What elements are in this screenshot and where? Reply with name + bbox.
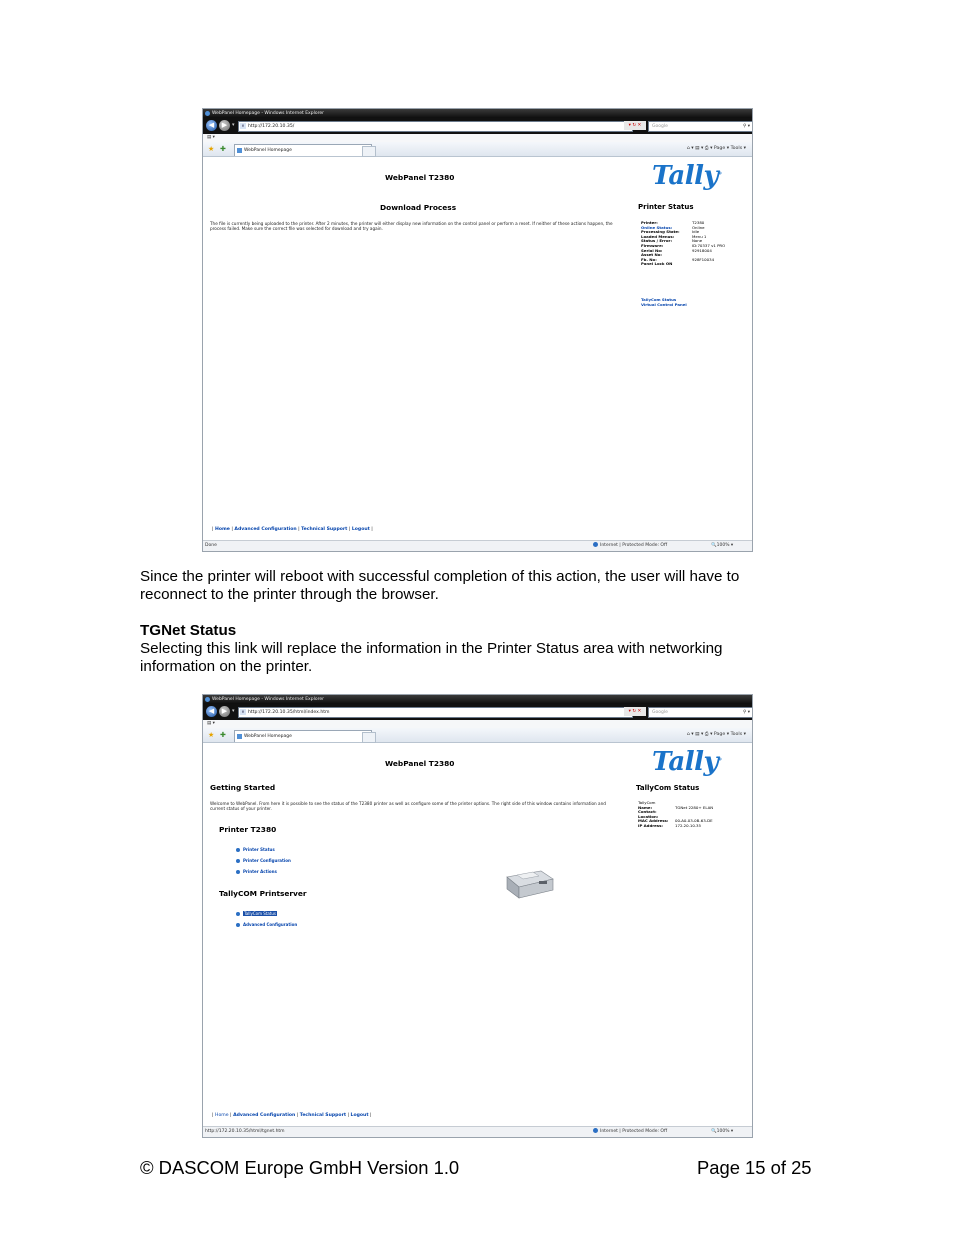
forward-arrow-icon[interactable]: ▶ bbox=[219, 706, 230, 717]
tab-label: WebPanel Homepage bbox=[244, 148, 292, 153]
getting-started-heading: Getting Started bbox=[210, 783, 276, 792]
page-icon: e bbox=[241, 709, 245, 714]
menu-row bbox=[203, 134, 752, 142]
status-row: TallyCom bbox=[638, 800, 656, 805]
panel-title: WebPanel T2380 bbox=[385, 173, 455, 182]
add-favorites-icon[interactable]: ✚ bbox=[220, 731, 226, 739]
command-bar[interactable]: ⌂ ▾ ▤ ▾ ⎙ ▾ Page ▾ Tools ▾ bbox=[686, 732, 746, 737]
bullet-icon bbox=[236, 859, 240, 863]
printer-links bbox=[236, 845, 291, 877]
zoom-level[interactable]: 🔍100% ▾ bbox=[711, 543, 734, 548]
browser-screenshot-index bbox=[202, 694, 753, 1138]
download-message: The file is currently being uploaded to the printer. After 2 minutes, the printer will either display new information on the control panel or perform a reset. If neither of these actions happen, the process failed. Make sure the correct file was selected for download and try again. bbox=[210, 221, 613, 232]
favorites-star-icon[interactable]: ★ bbox=[208, 731, 215, 739]
search-input[interactable] bbox=[648, 121, 753, 132]
status-row: Status / Error: None bbox=[641, 238, 703, 244]
page-content bbox=[205, 743, 750, 1126]
technical-support-link[interactable]: Technical Support bbox=[299, 1113, 347, 1118]
tab-page-icon bbox=[237, 734, 242, 739]
printer-status-table bbox=[641, 221, 725, 267]
tools-label[interactable]: Page ▾ Tools ▾ bbox=[713, 732, 746, 737]
home-link[interactable]: Home bbox=[215, 527, 230, 532]
status-row: Panel Lock ON bbox=[641, 261, 673, 267]
printer-actions-link[interactable]: Printer Actions bbox=[236, 867, 291, 878]
tallycom-status-title: TallyCom Status bbox=[636, 784, 700, 792]
status-row: MAC Address: 00-A0-03-0B-63-DE bbox=[638, 818, 713, 824]
paragraph-reboot: Since the printer will reboot with successful completion of this action, the user will have to reconnect to the printer through the browser. bbox=[140, 568, 740, 603]
status-text: http://172.20.10.35/html/tgnet.htm bbox=[205, 1129, 285, 1134]
status-row: IP Address: 172.20.10.35 bbox=[638, 822, 701, 828]
status-row: Contact: bbox=[638, 809, 657, 815]
printer-heading: Printer T2380 bbox=[219, 825, 277, 834]
tally-logo: Tally® bbox=[652, 161, 722, 191]
printer-configuration-link[interactable]: Printer Configuration bbox=[236, 856, 291, 867]
section-title: Download Process bbox=[380, 203, 457, 212]
page-content bbox=[205, 157, 750, 540]
browser-screenshot-download bbox=[202, 108, 753, 552]
tallycom-status-link[interactable]: TallyCom Status bbox=[236, 909, 297, 920]
footer-nav: | Home | Advanced Configuration | Technical Support | Logout | bbox=[212, 1113, 372, 1118]
tgnet-heading: TGNet Status bbox=[140, 622, 237, 639]
security-zone[interactable]: Internet | Protected Mode: Off bbox=[593, 541, 667, 551]
address-input[interactable] bbox=[238, 121, 633, 132]
status-row: Serial No: 92918004 bbox=[641, 247, 712, 253]
printer-status-title: Printer Status bbox=[638, 203, 694, 211]
printserver-heading: TallyCOM Printserver bbox=[219, 889, 307, 898]
tally-logo: Tally® bbox=[652, 747, 722, 777]
copyright-version: © DASCOM Europe GmbH Version 1.0 bbox=[140, 1157, 460, 1178]
page-icon: e bbox=[241, 123, 245, 128]
tab-row bbox=[203, 728, 752, 743]
tab-page-icon bbox=[237, 148, 242, 153]
advanced-configuration-link[interactable]: Advanced Configuration bbox=[236, 920, 297, 931]
window-title: WebPanel Homepage - Windows Internet Explorer bbox=[212, 111, 324, 116]
window-titlebar bbox=[203, 695, 752, 704]
logo-text: Tally bbox=[652, 161, 719, 191]
window-title: WebPanel Homepage - Windows Internet Explorer bbox=[212, 697, 324, 702]
globe-icon bbox=[593, 542, 598, 547]
back-arrow-icon[interactable]: ◀ bbox=[206, 120, 217, 131]
home-link[interactable]: Home bbox=[215, 1113, 229, 1118]
window-titlebar bbox=[203, 109, 752, 118]
status-row: Firmware: ID:70337 v1 PRO bbox=[641, 242, 726, 248]
address-value: http://172.20.10.35/html/index.htm bbox=[248, 710, 330, 715]
virtual-control-panel-link[interactable]: Virtual Control Panel bbox=[641, 302, 687, 308]
tab-webpanel[interactable] bbox=[234, 730, 372, 742]
bullet-icon bbox=[236, 848, 240, 852]
address-input[interactable] bbox=[238, 707, 633, 718]
status-row[interactable]: Online Status: Online bbox=[641, 224, 705, 230]
ie-logo-icon bbox=[205, 697, 210, 702]
paragraph-tgnet: Selecting this link will replace the information in the Printer Status area with networking information on the printer. bbox=[140, 640, 723, 675]
logout-link[interactable]: Logout bbox=[351, 527, 370, 532]
status-text: Done bbox=[205, 543, 217, 548]
bullet-icon bbox=[236, 923, 240, 927]
footer-nav: | Home | Advanced Configuration | Technical Support | Logout | bbox=[212, 527, 373, 532]
search-placeholder: Google bbox=[652, 710, 668, 715]
globe-icon bbox=[593, 1128, 598, 1133]
tab-webpanel[interactable] bbox=[234, 144, 372, 156]
logo-text: Tally bbox=[652, 747, 719, 777]
back-arrow-icon[interactable]: ◀ bbox=[206, 706, 217, 717]
forward-arrow-icon[interactable]: ▶ bbox=[219, 120, 230, 131]
new-tab-button[interactable] bbox=[362, 146, 376, 157]
history-dropdown-icon[interactable]: ▾ bbox=[232, 708, 235, 714]
side-links bbox=[641, 297, 687, 308]
advanced-configuration-link[interactable]: Advanced Configuration bbox=[233, 1113, 296, 1118]
search-icon[interactable]: ⚲ ▾ bbox=[743, 124, 750, 129]
bullet-icon bbox=[236, 912, 240, 916]
add-favorites-icon[interactable]: ✚ bbox=[220, 145, 226, 153]
status-row: Fb. No: 928F10034 bbox=[641, 256, 715, 262]
printserver-links bbox=[236, 909, 297, 931]
ie-logo-icon bbox=[205, 111, 210, 116]
history-dropdown-icon[interactable]: ▾ bbox=[232, 122, 235, 128]
menu-row bbox=[203, 720, 752, 728]
favorites-star-icon[interactable]: ★ bbox=[208, 145, 215, 153]
refresh-stop-buttons[interactable]: ▾ ↻ ✕ bbox=[624, 707, 646, 716]
tools-label[interactable]: Page ▾ Tools ▾ bbox=[713, 146, 746, 151]
new-tab-button[interactable] bbox=[362, 732, 376, 743]
refresh-stop-buttons[interactable]: ▾ ↻ ✕ bbox=[624, 121, 646, 130]
welcome-text: Welcome to WebPanel. From here it is possible to see the status of the T2380 printer as well as configure some of the printer options. The right side of this window contains information and current status of your printer. bbox=[210, 801, 606, 812]
browser-statusbar bbox=[203, 1126, 752, 1137]
status-row: Loaded Menus: Menu 1 bbox=[641, 233, 707, 239]
tab-row bbox=[203, 142, 752, 157]
address-toolbar bbox=[203, 118, 752, 134]
command-bar[interactable]: ⌂ ▾ ▤ ▾ ⎙ ▾ Page ▾ Tools ▾ bbox=[686, 146, 746, 151]
address-toolbar bbox=[203, 704, 752, 720]
printer-image bbox=[503, 865, 555, 900]
status-row: Printer: T2380 bbox=[641, 220, 705, 225]
search-placeholder: Google bbox=[652, 124, 668, 129]
menu-icon[interactable]: ▤ ▾ bbox=[207, 721, 215, 726]
logout-link[interactable]: Logout bbox=[350, 1113, 369, 1118]
page-number: Page 15 of 25 bbox=[697, 1157, 812, 1178]
security-zone[interactable]: Internet | Protected Mode: Off bbox=[593, 1127, 667, 1137]
status-row: Location: bbox=[638, 813, 659, 819]
menu-icon[interactable]: ▤ ▾ bbox=[207, 135, 215, 140]
tab-label: WebPanel Homepage bbox=[244, 734, 292, 739]
search-icon[interactable]: ⚲ ▾ bbox=[743, 710, 750, 715]
status-row: Processing State: Idle bbox=[641, 229, 700, 235]
printer-status-link[interactable]: Printer Status bbox=[236, 845, 291, 856]
status-row: Name: TGNet 2280+ ELAN bbox=[638, 804, 714, 810]
advanced-configuration-link[interactable]: Advanced Configuration bbox=[234, 527, 297, 532]
panel-title: WebPanel T2380 bbox=[385, 759, 455, 768]
status-row: Asset No: bbox=[641, 252, 662, 258]
bullet-icon bbox=[236, 870, 240, 874]
tallycom-status-link[interactable]: TallyCom Status bbox=[641, 297, 677, 302]
technical-support-link[interactable]: Technical Support bbox=[301, 527, 348, 532]
tallycom-status-table bbox=[638, 801, 713, 829]
zoom-level[interactable]: 🔍100% ▾ bbox=[711, 1129, 734, 1134]
browser-statusbar bbox=[203, 540, 752, 551]
address-value: http://172.20.10.35/ bbox=[248, 124, 295, 129]
search-input[interactable] bbox=[648, 707, 753, 718]
